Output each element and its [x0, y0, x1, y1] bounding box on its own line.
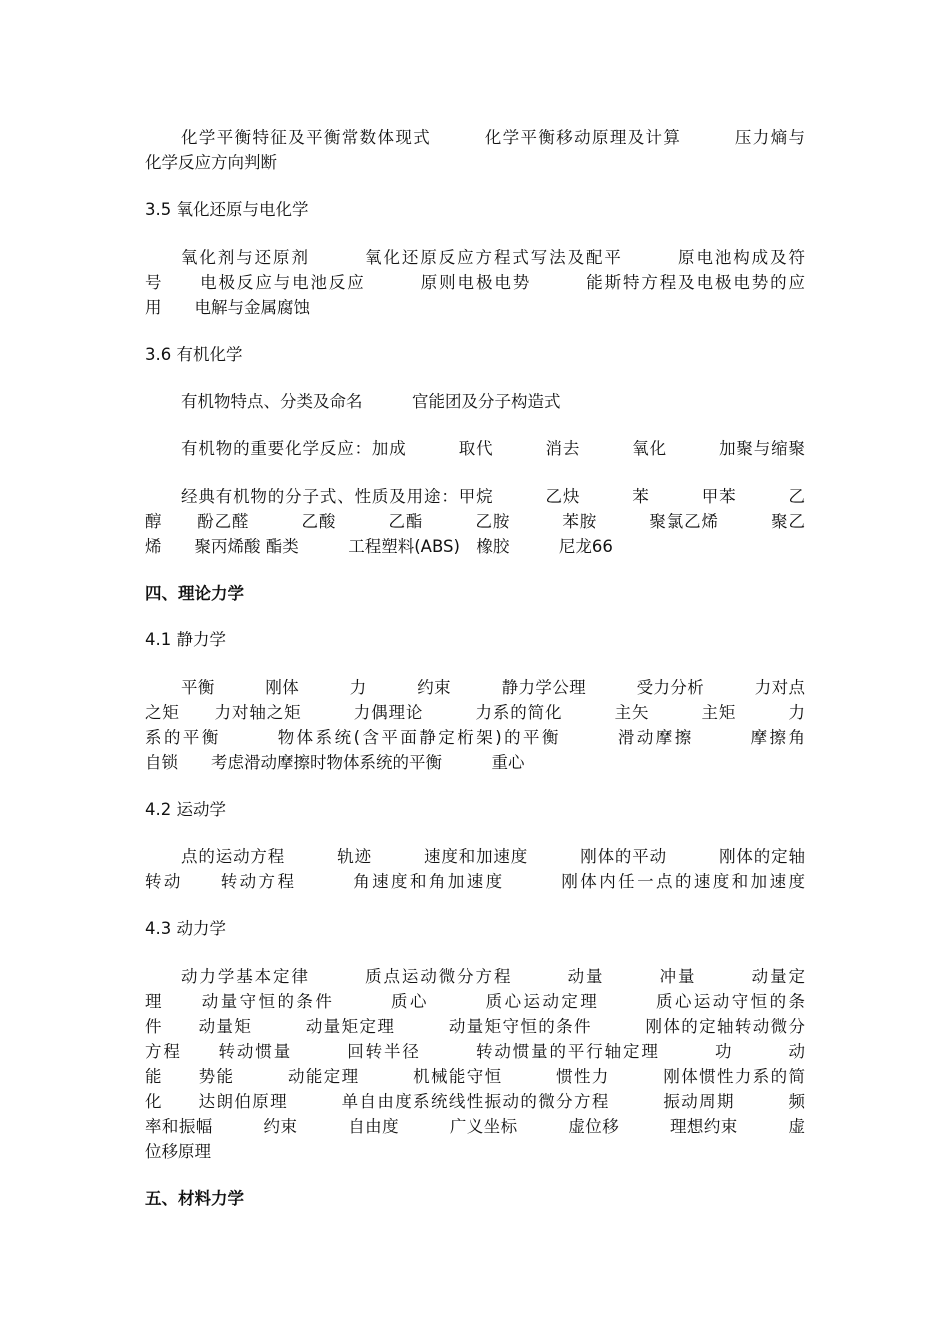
paragraph-line: 烯 聚丙烯酸 酯类 工程塑料(ABS) 橡胶 尼龙66	[145, 537, 613, 556]
paragraph-line: 化 达朗伯原理 单自由度系统线性振动的微分方程 振动周期 频	[145, 1092, 805, 1111]
paragraph-line: 能 势能 动能定理 机械能守恒 惯性力 刚体惯性力系的简	[145, 1067, 805, 1086]
section-heading: 4.2 运动学	[145, 800, 226, 819]
paragraph-line: 自锁 考虑滑动摩擦时物体系统的平衡 重心	[145, 753, 525, 772]
section-heading: 3.6 有机化学	[145, 345, 243, 364]
section-heading: 3.5 氧化还原与电化学	[145, 200, 309, 219]
paragraph-line: 转动 转动方程 角速度和角加速度 刚体内任一点的速度和加速度	[145, 872, 805, 891]
paragraph-line: 方程 转动惯量 回转半径 转动惯量的平行轴定理 功 动	[145, 1042, 805, 1061]
paragraph-line: 率和振幅 约束 自由度 广义坐标 虚位移 理想约束 虚	[145, 1117, 805, 1136]
paragraph-line: 件 动量矩 动量矩定理 动量矩守恒的条件 刚体的定轴转动微分	[145, 1017, 805, 1036]
paragraph-line: 有机物的重要化学反应：加成 取代 消去 氧化 加聚与缩聚	[181, 439, 805, 458]
paragraph-line: 动力学基本定律 质点运动微分方程 动量 冲量 动量定	[181, 967, 805, 986]
paragraph-line: 之矩 力对轴之矩 力偶理论 力系的简化 主矢 主矩 力	[145, 703, 805, 722]
chapter-heading: 五、材料力学	[145, 1189, 244, 1208]
paragraph-line: 理 动量守恒的条件 质心 质心运动定理 质心运动守恒的条	[145, 992, 805, 1011]
paragraph-line: 化学反应方向判断	[145, 153, 277, 172]
section-heading: 4.1 静力学	[145, 630, 226, 649]
paragraph-line: 点的运动方程 轨迹 速度和加速度 刚体的平动 刚体的定轴	[181, 847, 805, 866]
paragraph-line: 用 电解与金属腐蚀	[145, 298, 310, 317]
section-heading: 4.3 动力学	[145, 919, 226, 938]
paragraph-line: 有机物特点、分类及命名 官能团及分子构造式	[181, 392, 561, 411]
paragraph-line: 系的平衡 物体系统(含平面静定桁架)的平衡 滑动摩擦 摩擦角	[145, 728, 805, 747]
paragraph-line: 醇 酚乙醛 乙酸 乙酯 乙胺 苯胺 聚氯乙烯 聚乙	[145, 512, 805, 531]
paragraph-line: 平衡 刚体 力 约束 静力学公理 受力分析 力对点	[181, 678, 805, 697]
paragraph-line: 氧化剂与还原剂 氧化还原反应方程式写法及配平 原电池构成及符	[181, 248, 805, 267]
paragraph-line: 化学平衡特征及平衡常数体现式 化学平衡移动原理及计算 压力熵与	[181, 128, 805, 147]
paragraph-line: 经典有机物的分子式、性质及用途：甲烷 乙炔 苯 甲苯 乙	[181, 487, 805, 506]
paragraph-line: 位移原理	[145, 1142, 211, 1161]
paragraph-line: 号 电极反应与电池反应 原则电极电势 能斯特方程及电极电势的应	[145, 273, 805, 292]
chapter-heading: 四、理论力学	[145, 584, 244, 603]
